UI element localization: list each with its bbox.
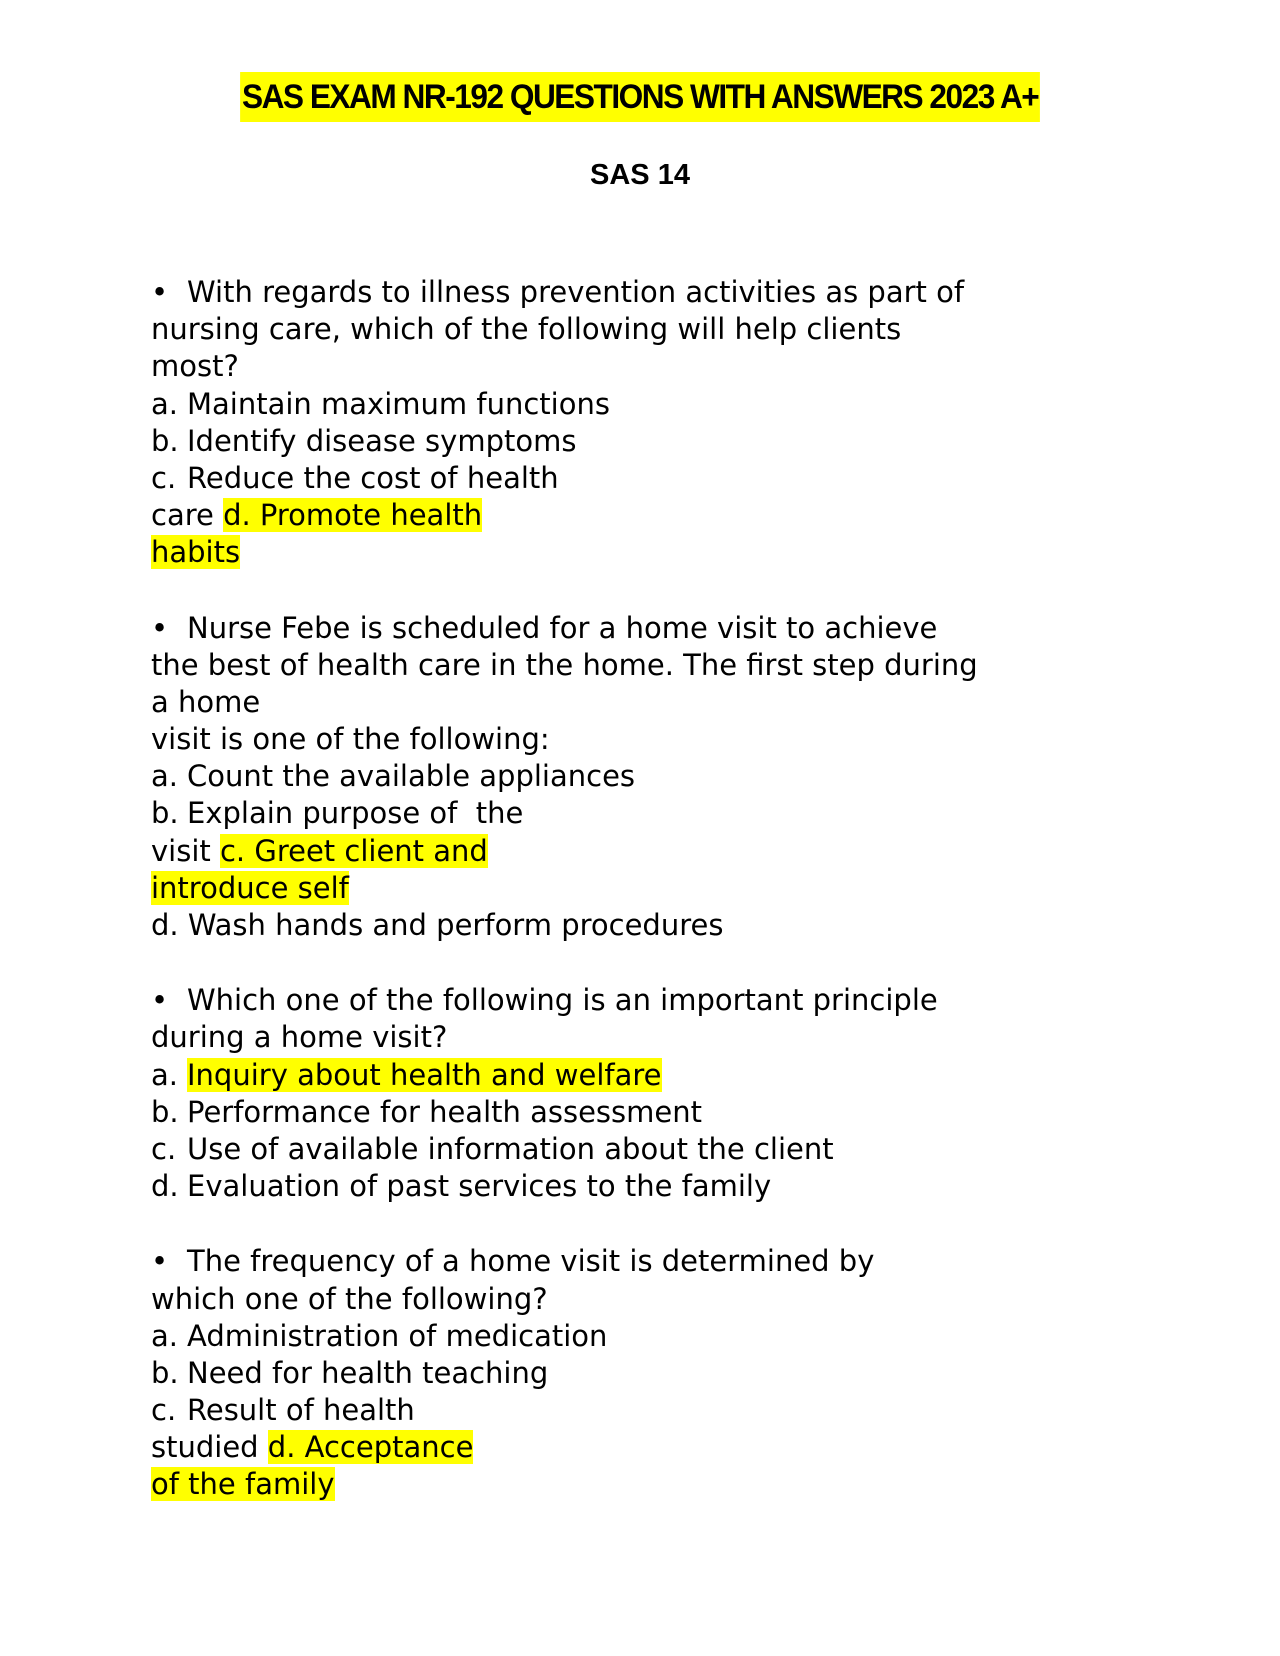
document-title: SAS EXAM NR-192 QUESTIONS WITH ANSWERS 2023 A+ [240, 72, 1040, 122]
option-a: a. Maintain maximum functions [151, 386, 610, 421]
title-container [0, 72, 1280, 122]
option-c: c. Result of health [151, 1393, 415, 1428]
document-subtitle: SAS 14 [590, 159, 690, 191]
option-a: a. Inquiry about health and welfare [151, 1057, 662, 1092]
answer-continued [151, 870, 1111, 907]
option-b: b. Identify disease symptoms [151, 423, 577, 458]
option-b-continued: visit c. Greet client and [151, 833, 488, 868]
answer-continued [151, 534, 1111, 571]
option-b: b. Explain purpose of the [151, 796, 524, 831]
highlighted-answer: d. Promote health [223, 498, 483, 533]
question-stem-line: visit is one of the following: [151, 722, 550, 757]
bullet-icon: • [151, 983, 169, 1018]
option-b: b. Need for health teaching [151, 1355, 549, 1390]
question-stem-line: • The frequency of a home visit is determined by [151, 1243, 1111, 1280]
question-stem-line: the best of health care in the home. The first step during [151, 647, 978, 682]
answer-continued [151, 1466, 1111, 1503]
question-4 [151, 1243, 1111, 1503]
option-c-continued: care d. Promote health [151, 498, 483, 533]
question-stem-line: most? [151, 349, 239, 384]
question-stem-line: during a home visit? [151, 1020, 448, 1055]
highlighted-answer: of the family [151, 1467, 335, 1502]
question-3 [151, 982, 1111, 1205]
highlighted-answer: introduce self [151, 870, 349, 905]
highlighted-answer: c. Greet client and [219, 833, 488, 868]
option-c-continued: studied d. Acceptance [151, 1430, 474, 1465]
option-c: c. Use of available information about the client [151, 1131, 834, 1166]
bullet-icon: • [151, 1244, 169, 1279]
option-b: b. Performance for health assessment [151, 1094, 702, 1129]
question-stem-line: a home [151, 684, 261, 719]
option-d: d. Evaluation of past services to the family [151, 1169, 772, 1204]
question-1 [151, 274, 1111, 572]
question-list [151, 274, 1111, 1504]
highlighted-answer: habits [151, 535, 241, 570]
option-a: a. Count the available appliances [151, 759, 636, 794]
question-stem-line: • With regards to illness prevention activities as part of [151, 274, 1111, 311]
highlighted-answer: d. Acceptance [267, 1430, 474, 1465]
question-stem-line: • Nurse Febe is scheduled for a home visit to achieve [151, 610, 1111, 647]
option-d: d. Wash hands and perform procedures [151, 908, 724, 942]
highlighted-answer: Inquiry about health and welfare [187, 1057, 662, 1092]
question-stem-line: which one of the following? [151, 1281, 548, 1316]
bullet-icon: • [151, 275, 169, 309]
question-stem-line: nursing care, which of the following will help clients [151, 312, 902, 347]
question-2 [151, 610, 1111, 945]
bullet-icon: • [151, 610, 169, 645]
question-stem-line: • Which one of the following is an important principle [151, 982, 1111, 1019]
option-c: c. Reduce the cost of health [151, 460, 559, 495]
option-a: a. Administration of medication [151, 1318, 608, 1353]
